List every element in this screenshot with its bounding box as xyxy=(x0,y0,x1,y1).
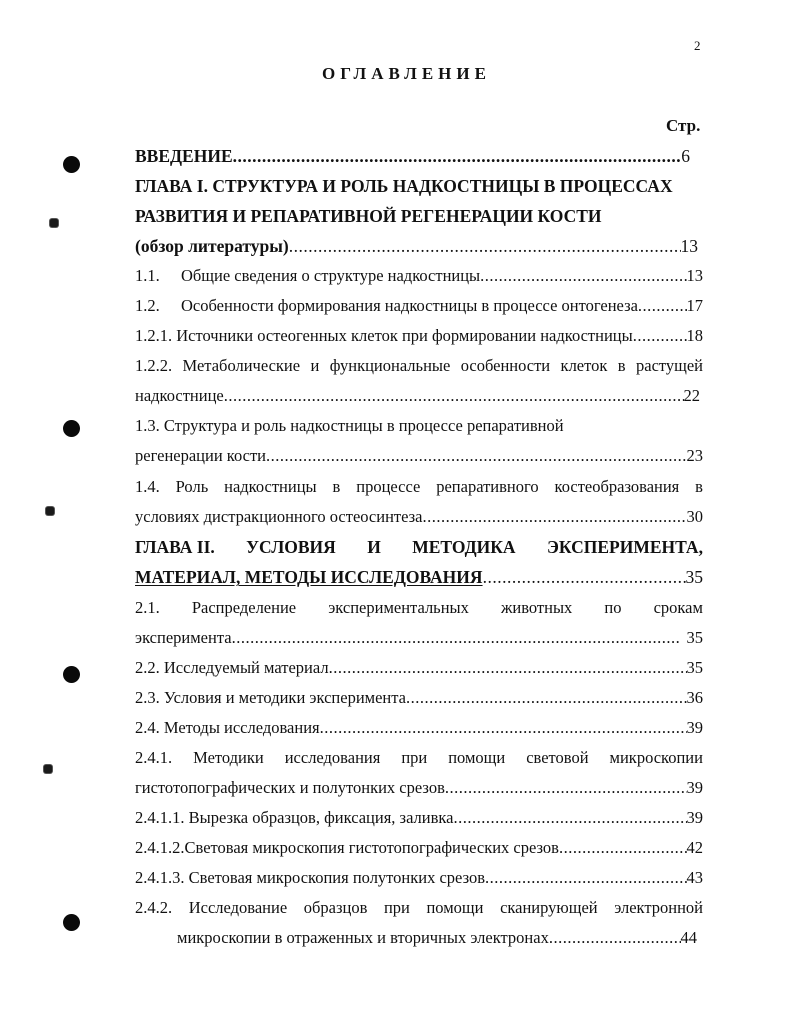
toc-page-number: 36 xyxy=(686,688,703,707)
toc-page-number: 39 xyxy=(686,778,703,797)
toc-entry-1-2-1: 1.2.1. Источники остеогенных клеток при формировании надкостницы ..... 18 xyxy=(135,326,703,346)
toc-page-number: 43 xyxy=(686,868,703,887)
dot-leader xyxy=(480,266,686,286)
toc-page-number: 23 xyxy=(686,446,703,465)
toc-entry-2-3: 2.3. Условия и методики эксперимента ..... 36 xyxy=(135,688,703,708)
toc-entry-2-1-cont: эксперимента ..... 35 xyxy=(135,628,703,648)
toc-entry-2-4-2-cont: микроскопии в отраженных и вторичных электронах ..... 44 xyxy=(177,928,697,948)
dot-leader xyxy=(320,718,687,738)
dot-leader xyxy=(406,688,687,708)
toc-page-number: 39 xyxy=(686,718,703,737)
dot-leader xyxy=(266,446,687,466)
toc-page-number: 35 xyxy=(686,628,703,647)
toc-page-number: 17 xyxy=(686,296,703,315)
dot-leader xyxy=(224,386,684,406)
toc-page-number: 22 xyxy=(683,386,700,405)
toc-page-number: 35 xyxy=(686,658,703,677)
scan-speck xyxy=(46,507,54,515)
toc-entry-1-2-2: 1.2.2. Метаболические и функциональные особенности клеток в растущей xyxy=(135,356,703,375)
scan-speck xyxy=(44,765,52,773)
toc-chapter-1-title-cont: РАЗВИТИЯ И РЕПАРАТИВНОЙ РЕГЕНЕРАЦИИ КОСТИ xyxy=(135,206,602,226)
toc-entry-2-1: 2.1. Распределение экспериментальных животных по срокам xyxy=(135,598,703,617)
dot-leader xyxy=(549,928,681,948)
toc-entry-2-4-1-cont: гистотопографических и полутонких срезов ..... 39 xyxy=(135,778,703,798)
toc-entry-1-2-2-cont: надкостнице ..... 22 xyxy=(135,386,700,406)
toc-entry-1-2: 1.2. Особенности формирования надкостницы в процессе онтогенеза ..... 17 xyxy=(135,296,703,316)
toc-entry-1-3-cont: регенерации кости ..... 23 xyxy=(135,446,703,466)
toc-page-number: 35 xyxy=(685,567,703,587)
toc-page-number: 6 xyxy=(681,146,690,166)
punch-hole xyxy=(63,914,80,931)
dot-leader xyxy=(454,808,687,828)
toc-page-number: 13 xyxy=(680,236,698,256)
toc-entry-2-2: 2.2. Исследуемый материал ..... 35 xyxy=(135,658,703,678)
toc-entry-2-4-1-3: 2.4.1.3. Световая микроскопия полутонких срезов ..... 43 xyxy=(135,868,703,888)
toc-chapter-1-subtitle: (обзор литературы) ..... 13 xyxy=(135,236,698,256)
dot-leader xyxy=(329,658,687,678)
toc-entry-1-4: 1.4. Роль надкостницы в процессе репаративного костеобразования в xyxy=(135,477,703,496)
toc-page-number: 18 xyxy=(686,326,703,345)
toc-entry-introduction: ВВЕДЕНИЕ ..... 6 xyxy=(135,146,690,166)
toc-entry-1-1: 1.1. Общие сведения о структуре надкостницы ..... 13 xyxy=(135,266,703,286)
toc-page-number: 39 xyxy=(686,808,703,827)
dot-leader xyxy=(633,326,687,346)
dot-leader xyxy=(638,296,687,316)
punch-hole xyxy=(63,156,80,173)
toc-page-number: 13 xyxy=(686,266,703,285)
toc-chapter-2-title: ГЛАВА II. УСЛОВИЯ И МЕТОДИКА ЭКСПЕРИМЕНТА, xyxy=(135,537,703,557)
punch-hole xyxy=(63,666,80,683)
dot-leader xyxy=(232,628,681,648)
dot-leader xyxy=(559,838,687,858)
toc-page-number: 44 xyxy=(680,928,697,947)
toc-entry-2-4-1-1: 2.4.1.1. Вырезка образцов, фиксация, заливка ..... 39 xyxy=(135,808,703,828)
page-column-label: Стр. xyxy=(666,116,701,135)
toc-page-number: 30 xyxy=(686,507,703,526)
scan-speck xyxy=(50,219,58,227)
toc-entry-2-4-1: 2.4.1. Методики исследования при помощи световой микроскопии xyxy=(135,748,703,767)
dot-leader xyxy=(423,507,687,527)
toc-entry-2-4-2: 2.4.2. Исследование образцов при помощи сканирующей электронной xyxy=(135,898,703,917)
page-number: 2 xyxy=(694,38,701,53)
dot-leader xyxy=(445,778,687,798)
toc-entry-2-4-1-2: 2.4.1.2.Световая микроскопия гистотопографических срезов ..... 42 xyxy=(135,838,703,858)
dot-leader xyxy=(483,567,686,587)
punch-hole xyxy=(63,420,80,437)
dot-leader xyxy=(289,236,681,256)
dot-leader xyxy=(233,146,682,166)
toc-entry-2-4: 2.4. Методы исследования ..... 39 xyxy=(135,718,703,738)
page-title: ОГЛАВЛЕНИЕ xyxy=(322,64,491,83)
toc-entry-1-3: 1.3. Структура и роль надкостницы в процессе репаративной xyxy=(135,416,564,435)
toc-chapter-1-title: ГЛАВА I. СТРУКТУРА И РОЛЬ НАДКОСТНИЦЫ В ПРОЦЕССАХ xyxy=(135,176,673,196)
toc-entry-1-4-cont: условиях дистракционного остеосинтеза ..... 30 xyxy=(135,507,703,527)
toc-page-number: 42 xyxy=(686,838,703,857)
dot-leader xyxy=(485,868,686,888)
toc-chapter-2-title-cont: МАТЕРИАЛ, МЕТОДЫ ИССЛЕДОВАНИЯ ..... 35 xyxy=(135,567,703,587)
